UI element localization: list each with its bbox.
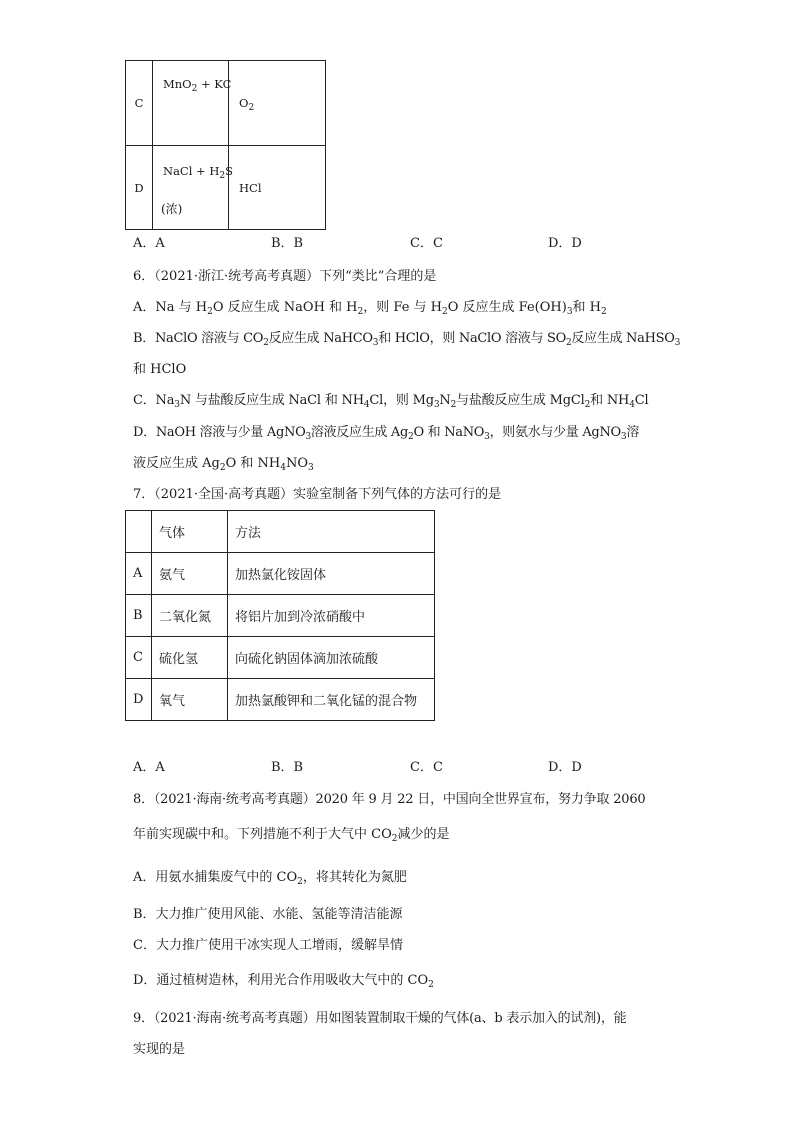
- option-a[interactable]: A．A: [133, 236, 165, 251]
- q8-option-c[interactable]: C．大力推广使用干冰实现人工增雨，缓解旱情: [133, 938, 403, 953]
- product-cell: HCl: [229, 146, 326, 230]
- q7-options: [133, 759, 633, 777]
- row-key: C: [126, 61, 153, 146]
- reagent-text: NaCl + $H_2S$: [163, 164, 233, 181]
- row-method: 将铝片加到冷浓硝酸中: [228, 595, 435, 637]
- option-d[interactable]: D．D: [548, 236, 582, 251]
- row-key: D: [126, 146, 153, 230]
- table-header-row: [126, 511, 435, 553]
- gas-method-table: [125, 510, 435, 721]
- row-gas: 氧气: [152, 679, 228, 721]
- reagent-text: MnO$_2$ + KC: [163, 77, 232, 94]
- header-method: 方法: [228, 511, 435, 553]
- q9-stem: 9．（2021·海南·统考高考真题）用如图装置制取干燥的气体(a、b 表示加入的试剂)，能: [133, 1011, 627, 1026]
- answer-table-q5: [125, 60, 326, 230]
- q6-option-c[interactable]: C．$Na_3N$ 与盐酸反应生成 NaCl 和 $NH_4Cl$，则 $Mg_3N_2$与盐酸反应生成 MgCl$_2$和 $NH_4Cl$: [133, 393, 649, 410]
- option-d[interactable]: D．D: [548, 760, 582, 775]
- q6-option-b-cont: 和 HClO: [133, 362, 187, 377]
- table-row: [126, 595, 435, 637]
- header-gas: 气体: [152, 511, 228, 553]
- product-cell: $O_2$: [229, 61, 326, 146]
- table-row: [126, 679, 435, 721]
- row-method: 向硫化钠固体滴加浓硫酸: [228, 637, 435, 679]
- row-method: 加热氯酸钾和二氧化锰的混合物: [228, 679, 435, 721]
- row-gas: 氨气: [152, 553, 228, 595]
- row-key: A: [126, 553, 152, 595]
- table-row: [126, 553, 435, 595]
- table-row: [126, 637, 435, 679]
- option-b[interactable]: B．B: [271, 760, 304, 775]
- q6-option-d-cont: 液反应生成 $Ag_2O$ 和 $NH_4NO_3$: [133, 456, 314, 473]
- q8-option-d[interactable]: D．通过植树造林，利用光合作用吸收大气中的 $CO_2$: [133, 973, 434, 990]
- q6-stem: 6．（2021·浙江·统考高考真题）下列“类比”合理的是: [133, 269, 437, 284]
- q6-option-a[interactable]: A．Na 与 $H_2O$ 反应生成 NaOH 和 $H_2$，则 Fe 与 $H_2O$ 反应生成 $Fe(OH)_3$和 $H_2$: [133, 300, 607, 317]
- header-key: [126, 511, 152, 553]
- q6-option-d[interactable]: D．NaOH 溶液与少量 AgNO$_3$溶液反应生成 $Ag_2O$ 和 NaNO$_3$，则氨水与少量 AgNO$_3$溶: [133, 425, 640, 442]
- q5-options: [133, 235, 633, 253]
- row-key: D: [126, 679, 152, 721]
- option-c[interactable]: C．C: [410, 236, 443, 251]
- table-row: [126, 146, 326, 230]
- reagent-cell: [153, 61, 232, 146]
- q7-stem: 7．（2021·全国·高考真题）实验室制备下列气体的方法可行的是: [133, 487, 502, 502]
- reagent-cell: [153, 146, 233, 230]
- row-key: C: [126, 637, 152, 679]
- option-a[interactable]: A．A: [133, 760, 165, 775]
- q8-stem-cont: 年前实现碳中和。下列措施不利于大气中 $CO_2$减少的是: [133, 827, 450, 844]
- reagent-note: (浓): [161, 202, 183, 216]
- row-key: B: [126, 595, 152, 637]
- q9-stem-cont: 实现的是: [133, 1042, 186, 1057]
- q6-option-b[interactable]: B．NaClO 溶液与 $CO_2$反应生成 NaHCO$_3$和 HClO，则 NaClO 溶液与 $SO_2$反应生成 NaHSO$_3$: [133, 331, 681, 348]
- option-b[interactable]: B．B: [271, 236, 304, 251]
- q8-option-b[interactable]: B．大力推广使用风能、水能、氢能等清洁能源: [133, 907, 403, 922]
- q8-option-a[interactable]: A．用氨水捕集废气中的 $CO_2$，将其转化为氮肥: [133, 870, 407, 887]
- q8-stem: 8．（2021·海南·统考高考真题）2020 年 9 月 22 日，中国向全世界宣布，努力争取 2060: [133, 792, 646, 807]
- table-row: [126, 61, 326, 146]
- row-method: 加热氯化铵固体: [228, 553, 435, 595]
- row-gas: 硫化氢: [152, 637, 228, 679]
- row-gas: 二氧化氮: [152, 595, 228, 637]
- option-c[interactable]: C．C: [410, 760, 443, 775]
